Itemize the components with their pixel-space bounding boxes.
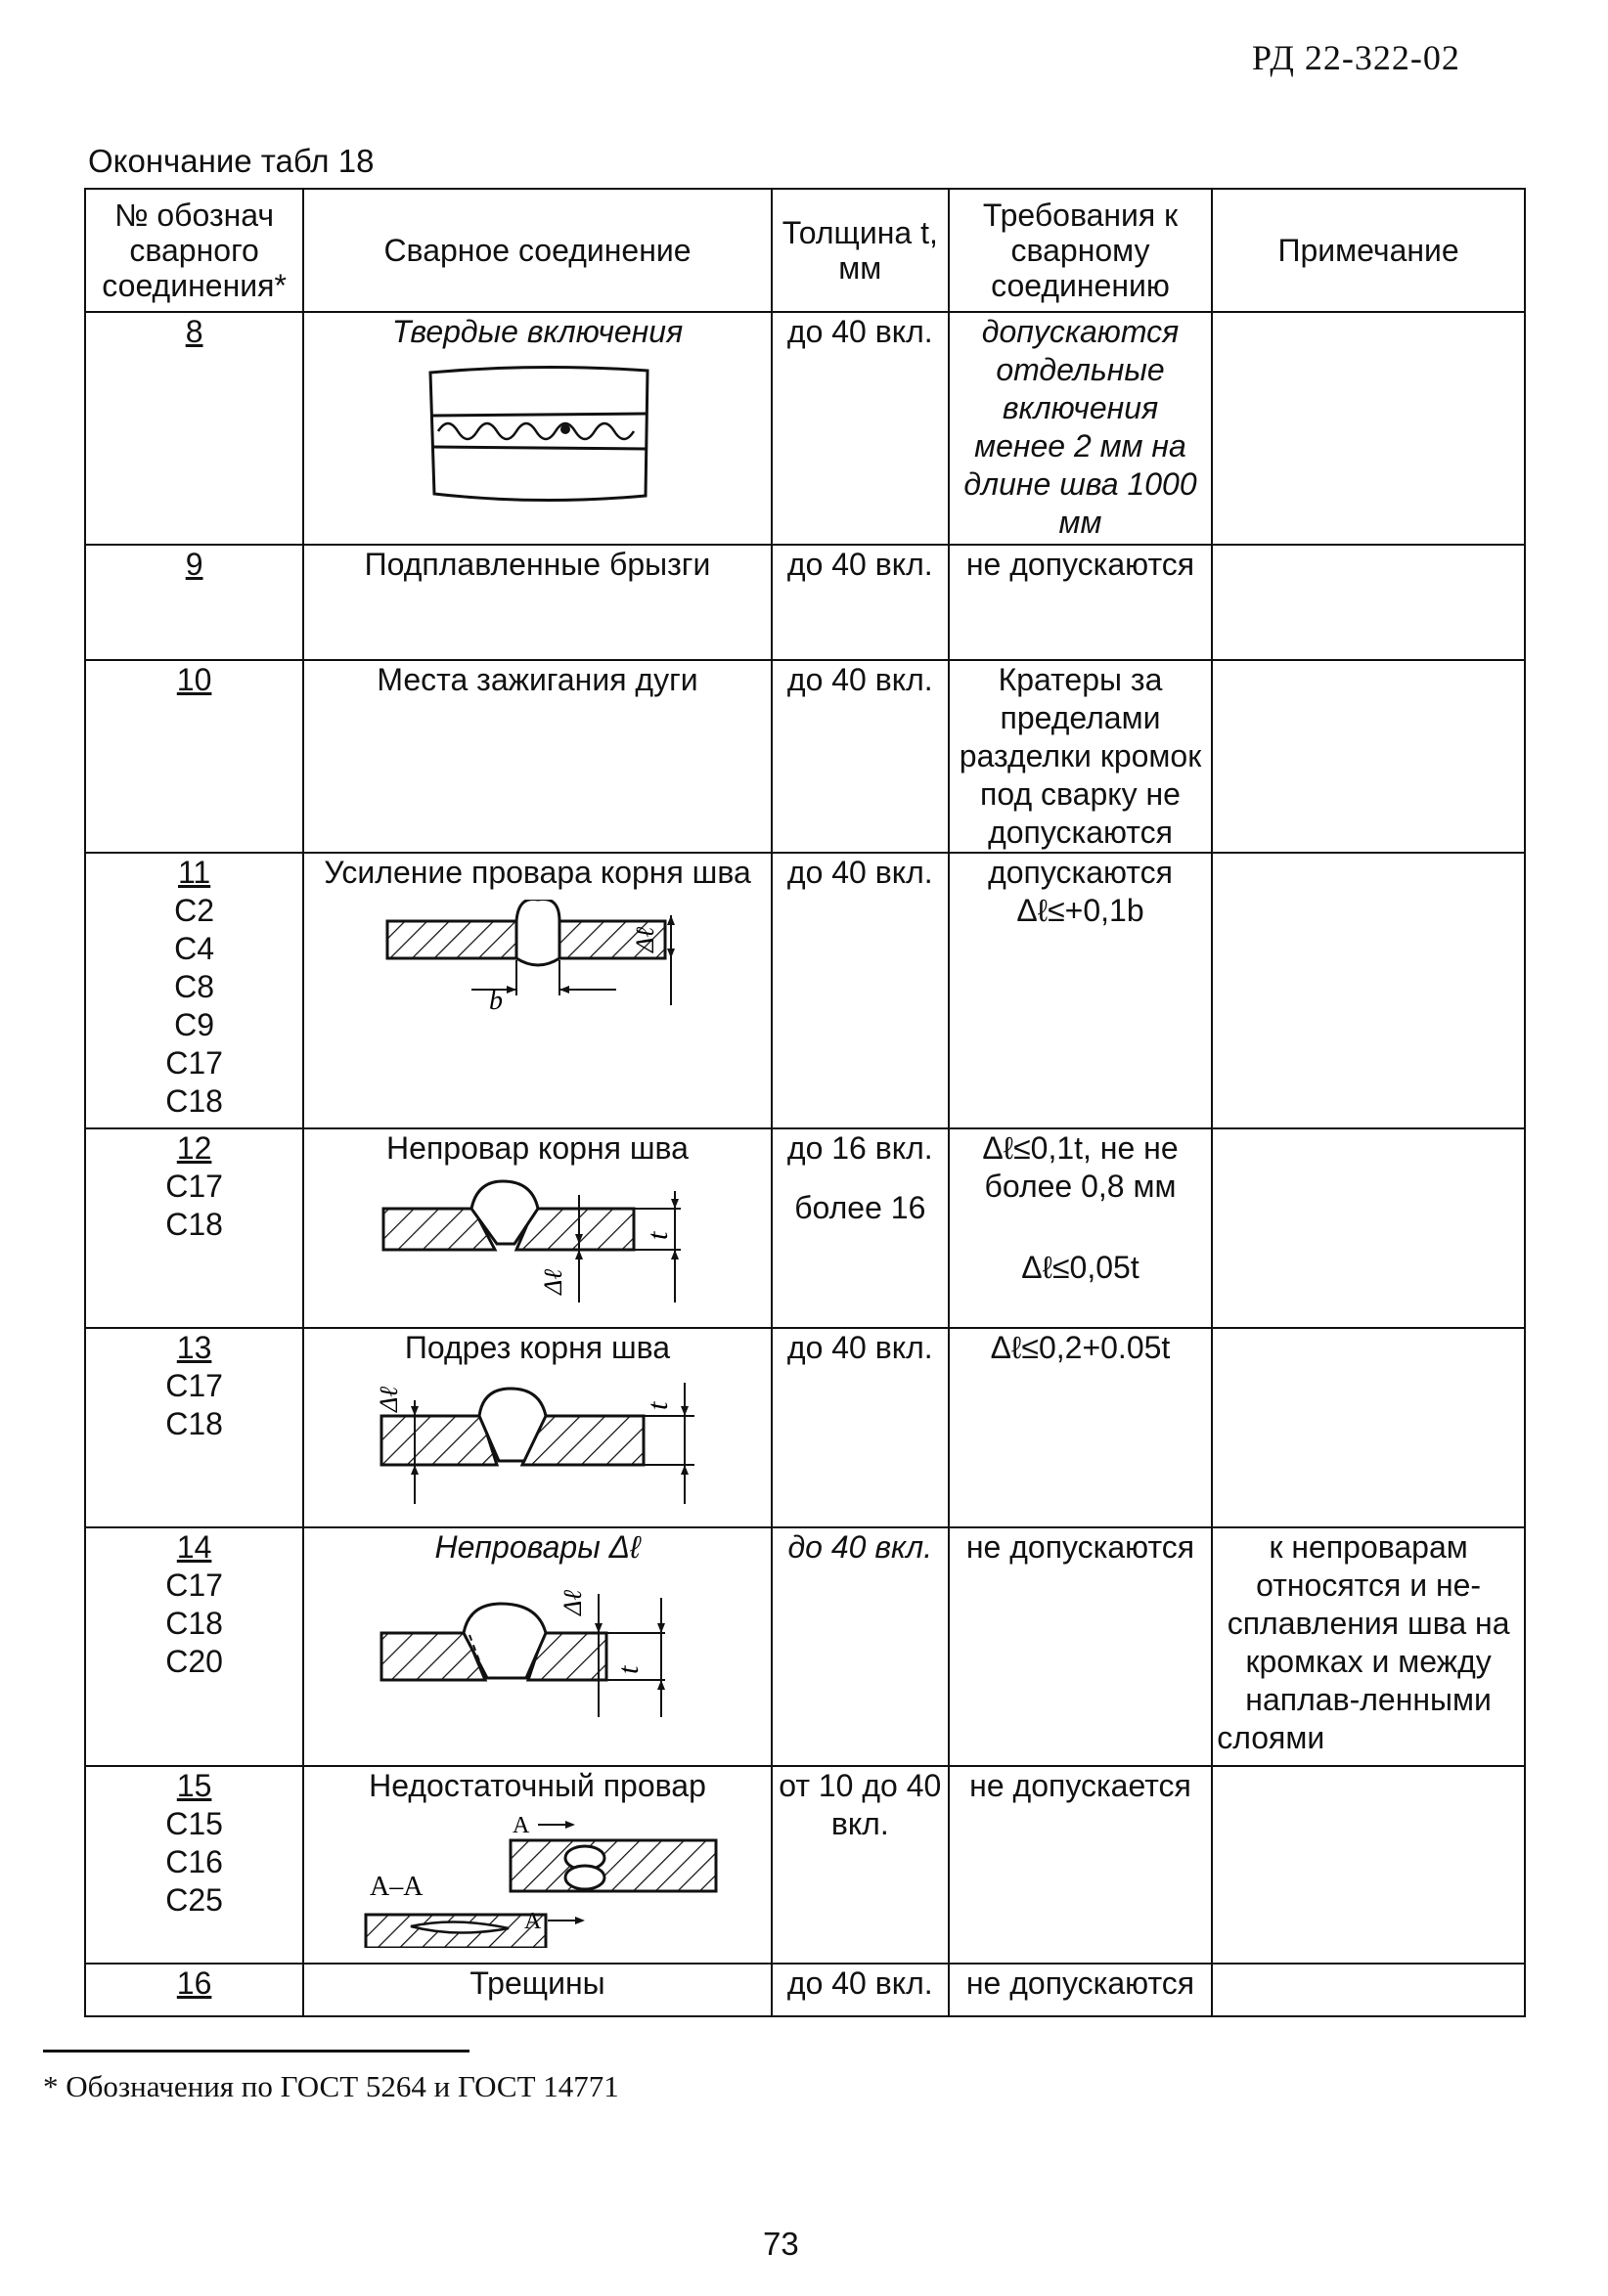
- joint-code: С15: [165, 1806, 223, 1841]
- joint-code: С18: [165, 1207, 223, 1242]
- note-cell: [1212, 660, 1525, 853]
- page-number: 73: [763, 2226, 799, 2262]
- joint-number: 13: [176, 1330, 212, 1365]
- joint-code: С4: [174, 931, 215, 966]
- joint-cell: [303, 1964, 772, 2016]
- note-cell: [1212, 1766, 1525, 1964]
- joint-code: С20: [165, 1644, 223, 1679]
- note-cell: [1212, 853, 1525, 1128]
- joint-number: 15: [176, 1768, 212, 1803]
- footnote-divider: [43, 2050, 469, 2053]
- thickness-cell: до 40 вкл.: [772, 312, 949, 545]
- designation-cell: [85, 1964, 303, 2016]
- designation-cell: [85, 545, 303, 660]
- defect-name: Непровары Δℓ: [434, 1529, 641, 1565]
- table-row: [85, 1964, 1525, 2016]
- note-cell: [1212, 1964, 1525, 2016]
- lack-of-fusion-drawing: [372, 1574, 704, 1721]
- defect-name: Подрез корня шва: [404, 1330, 671, 1365]
- table-row: [85, 545, 1525, 660]
- label-b: b: [488, 986, 503, 1016]
- label-dl: Δℓ: [630, 926, 659, 952]
- requirement-cell: Δℓ≤0,1t, не не более 0,8 мм Δℓ≤0,05t: [949, 1128, 1212, 1328]
- joint-code: С9: [174, 1007, 215, 1042]
- table-row: [85, 312, 1525, 545]
- defect-name: Недостаточный провар: [369, 1768, 706, 1803]
- designation-cell: [85, 1527, 303, 1766]
- thickness-cell: от 10 до 40 вкл.: [772, 1766, 949, 1964]
- insufficient-penetration-drawing: [342, 1805, 734, 1948]
- table-row: [85, 1527, 1525, 1766]
- label-section: А–А: [369, 1872, 423, 1902]
- joint-cell: [303, 853, 772, 1128]
- label-t: t: [641, 1401, 674, 1410]
- note-cell: [1212, 1128, 1525, 1328]
- joint-code: С18: [165, 1406, 223, 1441]
- requirement-cell: не допускается: [949, 1766, 1212, 1964]
- designation-cell: [85, 660, 303, 853]
- label-dl: Δℓ: [374, 1386, 403, 1412]
- joint-cell: [303, 545, 772, 660]
- joint-code: С17: [165, 1045, 223, 1081]
- joint-number: 16: [176, 1965, 212, 2001]
- joint-code: С8: [174, 969, 215, 1004]
- joint-code: С16: [165, 1844, 223, 1879]
- joint-cell: [303, 312, 772, 545]
- note-cell: [1212, 1328, 1525, 1527]
- joint-number: 9: [185, 547, 203, 582]
- footnote: * Обозначения по ГОСТ 5264 и ГОСТ 14771: [43, 2069, 619, 2103]
- col-header-note: Примечание: [1212, 189, 1525, 312]
- joint-cell: [303, 1766, 772, 1964]
- label-t: t: [611, 1665, 645, 1674]
- joint-code: С17: [165, 1368, 223, 1403]
- joint-code: С2: [174, 893, 215, 928]
- joint-code: С17: [165, 1567, 223, 1603]
- defect-name: Подплавленные брызги: [364, 547, 711, 582]
- thickness-cell: до 40 вкл.: [772, 1964, 949, 2016]
- requirement-cell: Кратеры за пределами разделки кромок под сварку не допускаются: [949, 660, 1212, 853]
- note-cell: [1212, 545, 1525, 660]
- table-header-row: [85, 189, 1525, 312]
- designation-cell: [85, 312, 303, 545]
- requirement-cell: не допускаются: [949, 1964, 1212, 2016]
- defect-name: Непровар корня шва: [386, 1130, 689, 1166]
- joint-cell: [303, 1328, 772, 1527]
- joint-code: С17: [165, 1169, 223, 1204]
- thickness-cell: до 40 вкл.: [772, 1527, 949, 1766]
- joint-cell: [303, 1527, 772, 1766]
- label-dl: Δℓ: [558, 1589, 587, 1615]
- thickness-cell: до 40 вкл.: [772, 660, 949, 853]
- joint-code: С25: [165, 1882, 223, 1918]
- requirement-cell: не допускаются: [949, 545, 1212, 660]
- document-code: РД 22-322-02: [1252, 38, 1460, 77]
- defect-name: Места зажигания дуги: [377, 662, 698, 697]
- thickness-cell: до 40 вкл.: [772, 545, 949, 660]
- table-row: [85, 853, 1525, 1128]
- col-header-designation: № обознач сварного соединения*: [85, 189, 303, 312]
- defect-name: Твердые включения: [391, 314, 684, 349]
- table-row: [85, 660, 1525, 853]
- root-reinforcement-drawing: [381, 900, 694, 1017]
- table-caption: Окончание табл 18: [88, 143, 375, 179]
- lack-of-root-penetration-drawing: [372, 1175, 704, 1312]
- joint-cell: [303, 1128, 772, 1328]
- designation-cell: [85, 1328, 303, 1527]
- requirement-cell: Δℓ≤0,2+0.05t: [949, 1328, 1212, 1527]
- label-section-arrow: А: [512, 1813, 529, 1838]
- thickness-cell: до 40 вкл.: [772, 853, 949, 1128]
- col-header-joint: Сварное соединение: [303, 189, 772, 312]
- joint-number: 11: [177, 855, 211, 890]
- note-cell: к непроварам относятся и не-сплавления шва на кромках и между наплав-ленными слоями: [1212, 1527, 1525, 1766]
- requirement-cell: допускаются отдельные включения менее 2 мм на длине шва 1000 мм: [949, 312, 1212, 545]
- thickness-cell: до 40 вкл.: [772, 1328, 949, 1527]
- joint-number: 12: [176, 1130, 212, 1166]
- designation-cell: [85, 1128, 303, 1328]
- designation-cell: [85, 853, 303, 1128]
- defect-name: Усиление провара корня шва: [324, 855, 751, 890]
- joint-number: 10: [176, 662, 212, 697]
- joint-number: 8: [185, 314, 203, 349]
- table-row: [85, 1766, 1525, 1964]
- defect-name: Трещины: [469, 1965, 605, 2001]
- table-row: [85, 1328, 1525, 1527]
- designation-cell: [85, 1766, 303, 1964]
- joint-code: С18: [165, 1083, 223, 1119]
- joint-cell: [303, 660, 772, 853]
- note-cell: [1212, 312, 1525, 545]
- label-t: t: [641, 1231, 674, 1240]
- requirement-cell: не допускаются: [949, 1527, 1212, 1766]
- label-dl: Δℓ: [538, 1268, 567, 1295]
- requirement-cell: допускаются Δℓ≤+0,1b: [949, 853, 1212, 1128]
- solid-inclusions-drawing: [421, 359, 655, 506]
- joint-number: 14: [176, 1529, 212, 1565]
- weld-defects-table: [84, 188, 1526, 2017]
- thickness-cell: до 16 вкл. более 16: [772, 1128, 949, 1328]
- joint-code: С18: [165, 1606, 223, 1641]
- root-undercut-drawing: [372, 1375, 704, 1512]
- col-header-thickness: Толщина t, мм: [772, 189, 949, 312]
- table-row: [85, 1128, 1525, 1328]
- col-header-requirements: Требования к сварному соединению: [949, 189, 1212, 312]
